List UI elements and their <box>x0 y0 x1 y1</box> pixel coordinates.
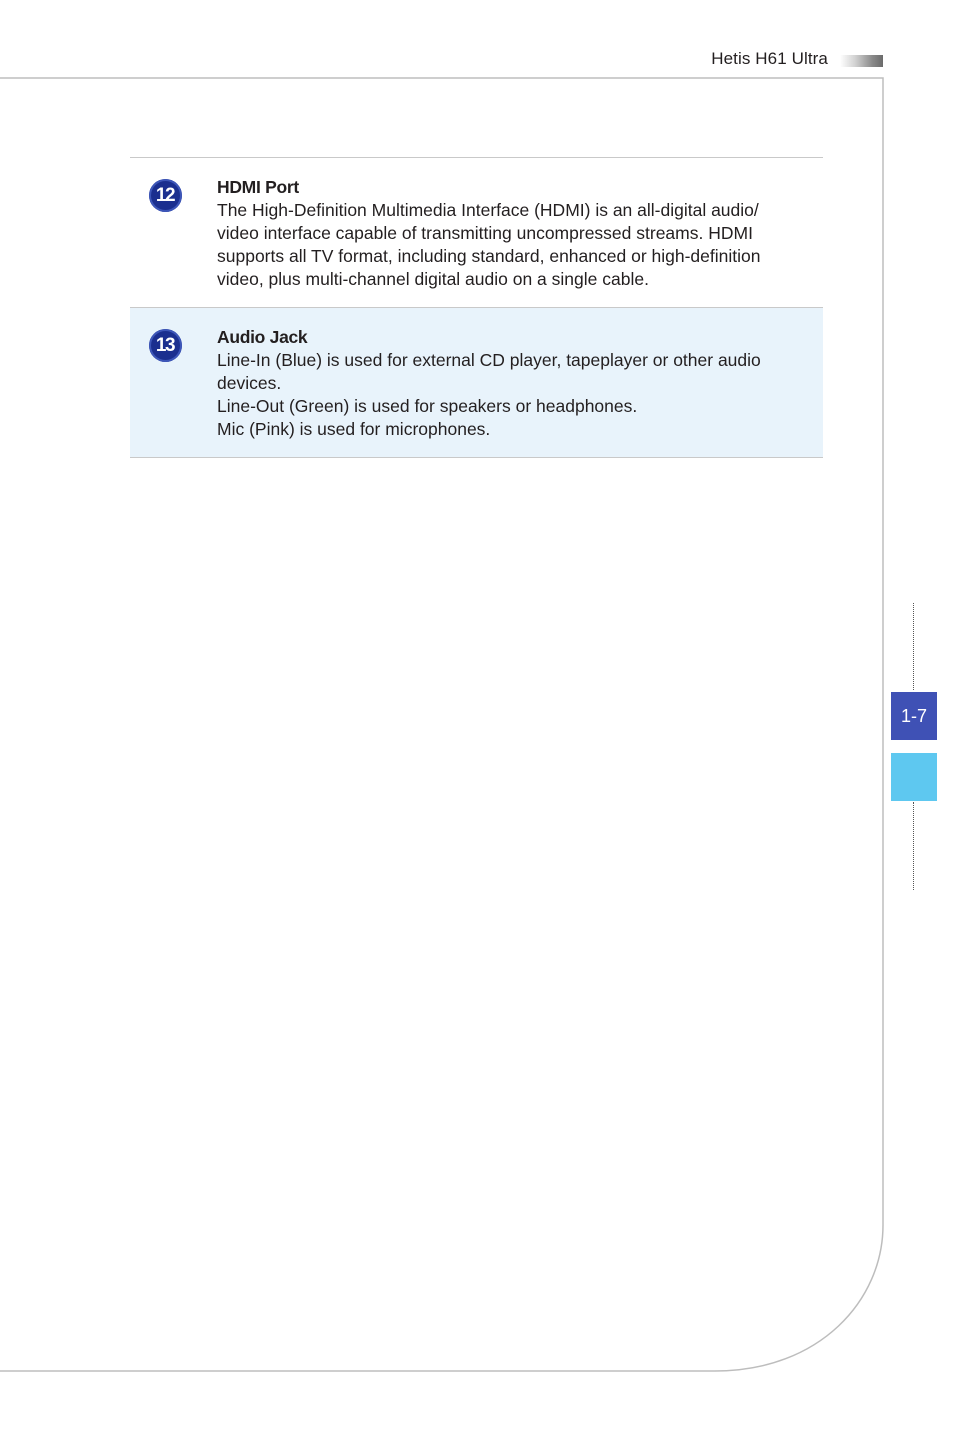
side-dotted-line <box>913 802 914 890</box>
badge-number: 12 <box>155 184 175 206</box>
entry-title: Audio Jack <box>217 327 308 347</box>
number-badge-icon <box>149 179 182 212</box>
chapter-color-tab <box>891 753 937 801</box>
entry-text-line: devices. <box>217 373 282 393</box>
entry-list <box>130 157 823 458</box>
entry-text-line: Line-In (Blue) is used for external CD player, tapeplayer or other audio <box>217 350 761 370</box>
badge-number: 13 <box>155 334 175 356</box>
side-dotted-line <box>913 603 914 690</box>
number-badge-icon <box>149 329 182 362</box>
entry-text-line: Mic (Pink) is used for microphones. <box>217 419 491 439</box>
header-product-name: Hetis H61 Ultra <box>711 49 828 68</box>
entry-text-line: Line-Out (Green) is used for speakers or headphones. <box>217 396 638 416</box>
page-number-tab: 1-7 <box>891 692 937 740</box>
entry-title: HDMI Port <box>217 177 299 197</box>
entry-audio-jack <box>130 307 823 458</box>
entry-text-line: video, plus multi-channel digital audio on a single cable. <box>217 269 649 289</box>
entry-text-line: The High-Definition Multimedia Interface (HDMI) is an all-digital audio/ <box>217 200 759 220</box>
header-gradient-bar <box>840 55 883 67</box>
entry-hdmi-port <box>130 157 823 307</box>
entry-text-line: supports all TV format, including standard, enhanced or high-definition <box>217 246 761 266</box>
entry-text-line: video interface capable of transmitting uncompressed streams. HDMI <box>217 223 753 243</box>
